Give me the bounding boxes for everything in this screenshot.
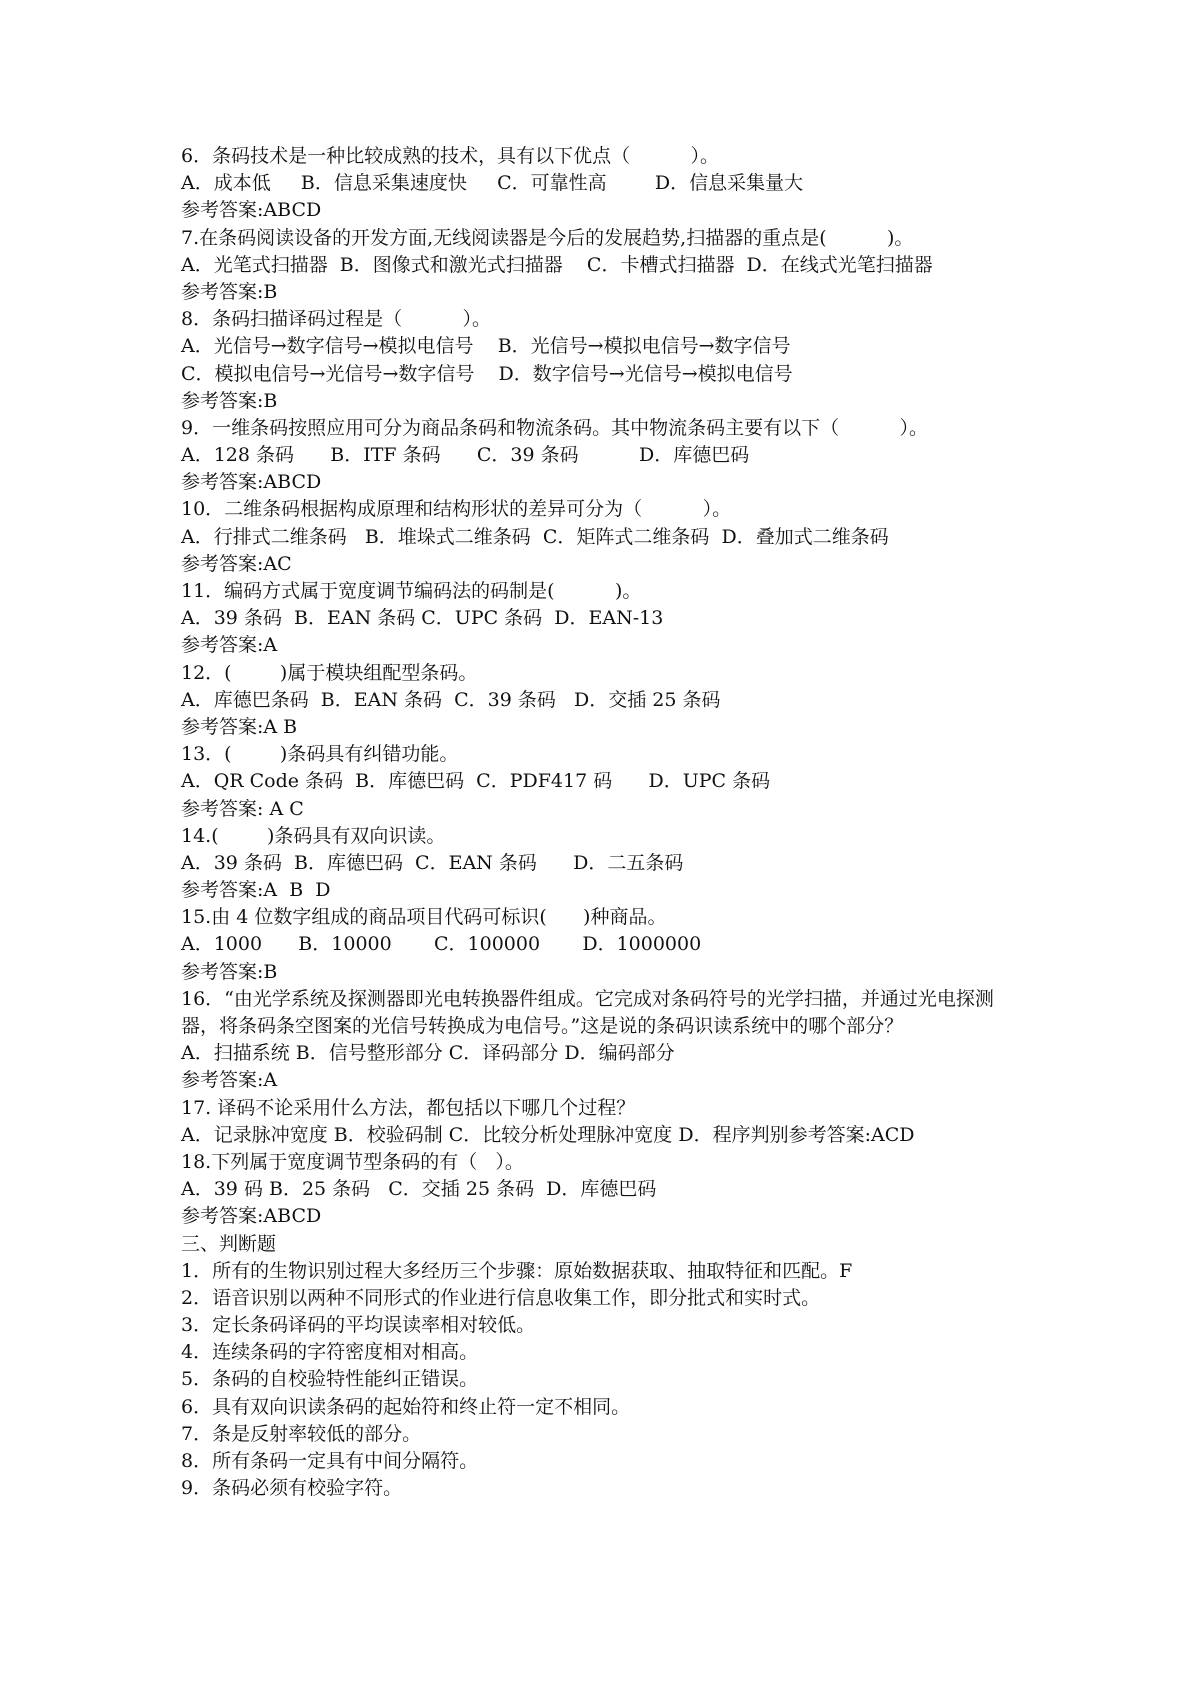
text-line: 16．“由光学系统及探测器即光电转换器件组成。它完成对条码符号的光学扫描，并通过光电探测器，将条码条空图案的光信号转换成为电信号。”这是说的条码识读系统中的哪个部分？ — [181, 987, 994, 1038]
text-line: 17. 译码不论采用什么方法，都包括以下哪几个过程？ — [181, 1096, 636, 1119]
text-line: 参考答案:ABCD — [181, 471, 322, 494]
text-line: C．模拟电信号→光信号→数字信号 D．数字信号→光信号→模拟电信号 — [181, 362, 793, 385]
text-line: 14.( )条码具有双向识读。 — [181, 824, 446, 847]
text-line: 13．( )条码具有纠错功能。 — [181, 743, 459, 766]
text-line: 9．条码必须有校验字符。 — [181, 1477, 403, 1500]
text-line: 参考答案:B — [181, 389, 278, 412]
text-line: 参考答案:A B D — [181, 879, 331, 902]
document-body — [181, 143, 1021, 1502]
text-line: 5．条码的自校验特性能纠正错误。 — [181, 1368, 479, 1391]
text-line: A．扫描系统 B．信号整形部分 C．译码部分 D．编码部分 — [181, 1042, 675, 1065]
text-line: A．库德巴条码 B．EAN 条码 C．39 条码 D．交插 25 条码 — [181, 688, 721, 711]
text-line: 6．具有双向识读条码的起始符和终止符一定不相同。 — [181, 1395, 631, 1418]
text-line: 参考答案:A — [181, 634, 278, 657]
text-line: A．光信号→数字信号→模拟电信号 B．光信号→模拟电信号→数字信号 — [181, 335, 791, 358]
text-line: 2．语音识别以两种不同形式的作业进行信息收集工作，即分批式和实时式。 — [181, 1286, 821, 1309]
text-line: 参考答案:A B — [181, 715, 298, 738]
text-line: 参考答案:AC — [181, 552, 292, 575]
text-line: A．39 条码 B．EAN 条码 C．UPC 条码 D．EAN-13 — [181, 607, 664, 630]
text-line: 7．条是反射率较低的部分。 — [181, 1422, 422, 1445]
text-line: 6．条码技术是一种比较成熟的技术，具有以下优点（ ）。 — [181, 145, 719, 167]
text-line: 4．连续条码的字符密度相对相高。 — [181, 1341, 479, 1364]
text-line: 15.由 4 位数字组成的商品项目代码可标识( )种商品。 — [181, 906, 667, 929]
text-line: 18.下列属于宽度调节型条码的有（ ）。 — [181, 1150, 524, 1173]
text-line: 8．条码扫描译码过程是（ ）。 — [181, 308, 491, 331]
text-line: 3．定长条码译码的平均误读率相对较低。 — [181, 1314, 536, 1337]
text-line: A．QR Code 条码 B．库德巴码 C．PDF417 码 D．UPC 条码 — [181, 770, 771, 793]
text-line: 12．( )属于模块组配型条码。 — [181, 661, 478, 684]
text-line: 三、判断题 — [181, 1232, 277, 1255]
text-line: A．成本低 B．信息采集速度快 C．可靠性高 D．信息采集量大 — [181, 172, 804, 195]
text-line: A．128 条码 B．ITF 条码 C．39 条码 D．库德巴码 — [181, 444, 750, 467]
text-line: 参考答案:ABCD — [181, 199, 322, 222]
text-line: 参考答案:B — [181, 960, 278, 983]
text-line: 1．所有的生物识别过程大多经历三个步骤：原始数据获取、抽取特征和匹配。F — [181, 1259, 853, 1282]
text-line: A．39 码 B．25 条码 C．交插 25 条码 D．库德巴码 — [181, 1178, 657, 1201]
text-line: A．行排式二维条码 B．堆垛式二维条码 C．矩阵式二维条码 D．叠加式二维条码 — [181, 525, 889, 548]
text-line: 9．一维条码按照应用可分为商品条码和物流条码。其中物流条码主要有以下（ ）。 — [181, 416, 928, 439]
text-line: 8．所有条码一定具有中间分隔符。 — [181, 1450, 479, 1473]
text-line: 11．编码方式属于宽度调节编码法的码制是( )。 — [181, 580, 642, 602]
text-line: 参考答案:B — [181, 280, 278, 303]
text-line: A．光笔式扫描器 B．图像式和激光式扫描器 C．卡槽式扫描器 D．在线式光笔扫描器 — [181, 253, 933, 276]
text-line: A．1000 B．10000 C．100000 D．1000000 — [181, 933, 702, 956]
text-line: A．记录脉冲宽度 B．校验码制 C．比较分析处理脉冲宽度 D．程序判别参考答案:ACD — [181, 1123, 915, 1146]
text-line: 参考答案:ABCD — [181, 1205, 322, 1228]
text-line: 7.在条码阅读设备的开发方面,无线阅读器是今后的发展趋势,扫描器的重点是( )。 — [181, 226, 914, 249]
text-line: 10．二维条码根据构成原理和结构形状的差异可分为（ ）。 — [181, 498, 732, 521]
text-line: A．39 条码 B．库德巴码 C．EAN 条码 D．二五条码 — [181, 851, 684, 874]
text-line: 参考答案:A — [181, 1069, 278, 1092]
text-line: 参考答案: A C — [181, 797, 304, 820]
